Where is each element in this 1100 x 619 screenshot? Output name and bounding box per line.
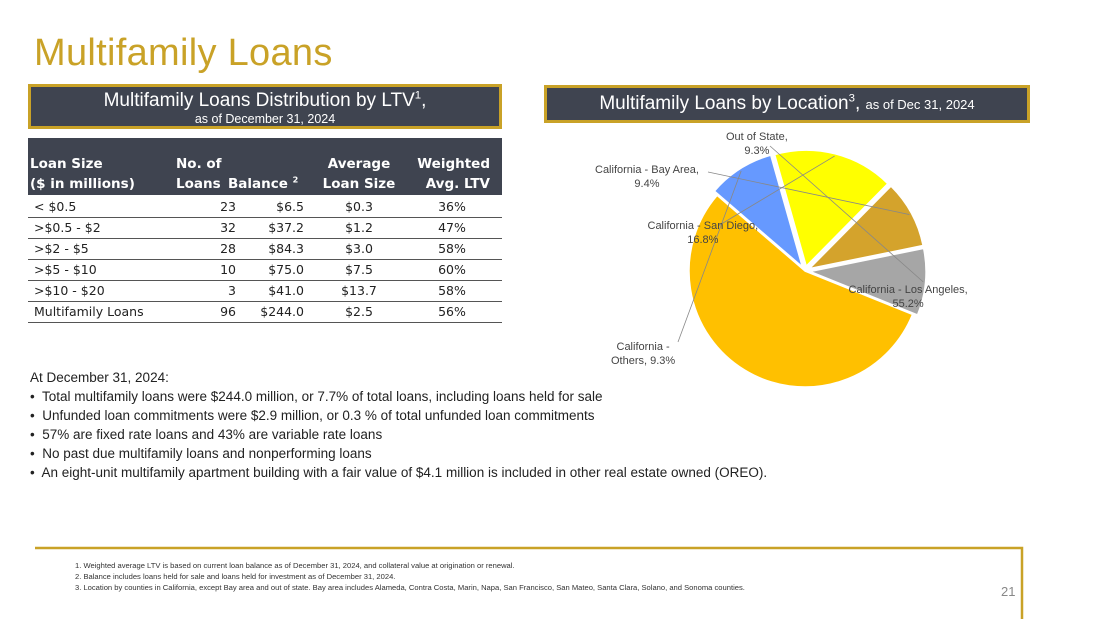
cell-avg: $2.5	[345, 304, 373, 319]
pie-slice-label	[648, 219, 759, 247]
cell-balance: $6.5	[276, 199, 304, 214]
pie-label-line2: 9.3%	[744, 145, 770, 157]
note-bullet: • 57% are fixed rate loans and 43% are variable rate loans	[30, 427, 383, 442]
cell-avg: $3.0	[345, 241, 373, 256]
pie-label-line1: California -	[616, 341, 670, 353]
location-header-title	[547, 88, 1027, 121]
location-header-sup: 3	[848, 92, 855, 105]
cell-count: 32	[220, 220, 236, 235]
cell-ltv: 58%	[438, 241, 466, 256]
col-ltv-line2: Avg. LTV	[425, 176, 490, 192]
col-ltv-line1: Weighted	[417, 156, 490, 172]
pie-slice-label	[849, 283, 968, 311]
cell-count: 3	[228, 283, 236, 298]
note-bullet: • No past due multifamily loans and nonperforming loans	[30, 446, 372, 461]
footnotes	[75, 560, 745, 593]
pie-label-line1: Out of State,	[726, 131, 788, 143]
col-loan-size-line2: ($ in millions)	[30, 176, 135, 192]
note-bullet: • Total multifamily loans were $244.0 million, or 7.7% of total loans, including loans held for sale	[30, 389, 603, 404]
cell-balance: $41.0	[268, 283, 304, 298]
pie-label-line1: California - Los Angeles,	[848, 284, 968, 296]
col-count-line2: Loans	[176, 176, 221, 192]
footnote-2: 2. Balance includes loans held for sale and loans held for investment as of December 31, 2024.	[75, 572, 396, 581]
cell-ltv: 58%	[438, 283, 466, 298]
cell-ltv: 47%	[438, 220, 466, 235]
cell-count: 96	[220, 304, 236, 319]
footnote-1: 1. Weighted average LTV is based on current loan balance as of December 31, 2024, and collateral value at origination or renewal.	[75, 561, 515, 570]
cell-ltv: 56%	[438, 304, 466, 319]
cell-size: < $0.5	[34, 199, 77, 214]
note-text: 57% are fixed rate loans and 43% are variable rate loans	[42, 427, 383, 442]
page-number: 21	[1001, 584, 1016, 599]
page-title: Multifamily Loans	[34, 32, 333, 74]
cell-balance: $75.0	[268, 262, 304, 277]
cell-size: >$2 - $5	[34, 241, 89, 256]
col-loan-size-line1: Loan Size	[30, 156, 103, 172]
cell-count: 10	[220, 262, 236, 277]
table-row	[28, 239, 502, 260]
pie-slice-label	[611, 340, 675, 368]
note-bullet: • Unfunded loan commitments were $2.9 million, or 0.3 % of total unfunded loan commitments	[30, 408, 595, 423]
col-avg-line1: Average	[327, 156, 391, 172]
ltv-table-header	[28, 138, 502, 195]
table-row	[28, 197, 502, 218]
col-ltv	[410, 154, 490, 194]
note-bullet: • An eight-unit multifamily apartment building with a fair value of $4.1 million is included in other real estate owned (OREO).	[30, 465, 768, 480]
col-avg	[320, 154, 398, 194]
cell-balance: $84.3	[268, 241, 304, 256]
cell-size: Multifamily Loans	[34, 304, 144, 319]
ltv-header-text: Multifamily Loans Distribution by LTV	[103, 90, 415, 111]
cell-balance: $244.0	[260, 304, 304, 319]
note-text: No past due multifamily loans and nonperforming loans	[42, 446, 372, 461]
footnote-3: 3. Location by counties in California, except Bay area and out of state. Bay area includes Alameda, Contra Costa, Marin, Napa, San Francisco, San Mateo, Santa Clara, Solano, and Sonoma counties.	[75, 583, 745, 592]
col-count-line1: No. of	[176, 156, 222, 172]
cell-size: >$10 - $20	[34, 283, 105, 298]
col-balance-text: Balance	[228, 176, 288, 192]
cell-avg: $13.7	[341, 283, 377, 298]
notes-intro: At December 31, 2024:	[30, 370, 169, 385]
ltv-header-subtitle: as of December 31, 2024	[194, 112, 336, 126]
pie-label-line1: California - San Diego,	[647, 220, 759, 232]
note-text: Total multifamily loans were $244.0 million, or 7.7% of total loans, including loans held for sale	[41, 389, 603, 404]
cell-avg: $0.3	[345, 199, 373, 214]
location-header-text: Multifamily Loans by Location	[599, 93, 849, 114]
pie-slice-label	[726, 130, 788, 158]
cell-count: 28	[220, 241, 236, 256]
cell-ltv: 36%	[438, 199, 466, 214]
table-row-total	[28, 302, 502, 323]
ltv-header-sup: 1	[414, 89, 422, 102]
ltv-section-header	[28, 84, 502, 129]
col-loan-size	[30, 154, 135, 194]
ltv-header-title	[31, 90, 499, 112]
location-section-header	[544, 85, 1030, 123]
cell-balance: $37.2	[268, 220, 304, 235]
cell-count: 23	[220, 199, 236, 214]
location-header-suffix: ,	[854, 93, 861, 114]
pie-slice-label	[595, 163, 699, 191]
cell-size: >$0.5 - $2	[34, 220, 101, 235]
summary-notes	[30, 368, 767, 482]
ltv-header-suffix: ,	[421, 90, 427, 111]
pie-slices	[689, 150, 926, 387]
table-row	[28, 218, 502, 239]
pie-label-line1: California - Bay Area,	[595, 164, 699, 176]
note-text: Unfunded loan commitments were $2.9 million, or 0.3 % of total unfunded loan commitments	[42, 408, 595, 423]
pie-label-line2: 55.2%	[892, 298, 924, 310]
pie-label-line2: 9.4%	[634, 178, 660, 190]
col-avg-line2: Loan Size	[322, 176, 396, 192]
pie-label-line2: Others, 9.3%	[611, 355, 676, 367]
pie-label-line2: 16.8%	[687, 234, 719, 246]
col-balance-sup: 2	[292, 174, 299, 185]
col-count	[176, 154, 222, 194]
cell-size: >$5 - $10	[34, 262, 97, 277]
cell-avg: $7.5	[345, 262, 373, 277]
cell-avg: $1.2	[345, 220, 373, 235]
col-balance	[228, 174, 298, 194]
table-row	[28, 260, 502, 281]
cell-ltv: 60%	[438, 262, 466, 277]
location-header-date: as of Dec 31, 2024	[865, 97, 975, 112]
note-text: An eight-unit multifamily apartment building with a fair value of $4.1 million is included in other real estate owned (OREO).	[41, 465, 768, 480]
table-row	[28, 281, 502, 302]
